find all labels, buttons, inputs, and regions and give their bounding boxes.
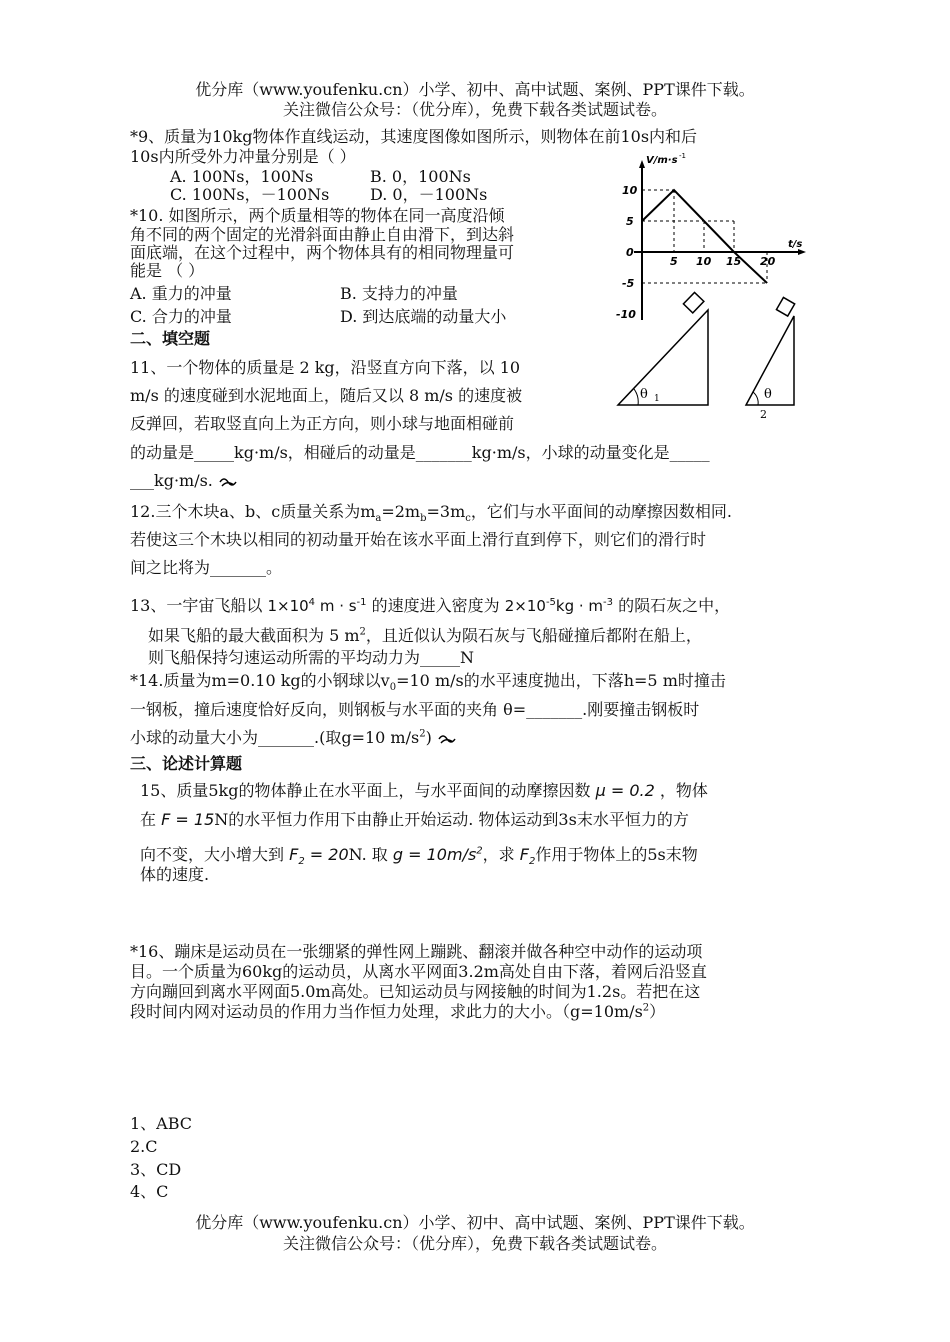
q14-text-a: *14.质量为m=0.10 kg的小钢球以v bbox=[130, 671, 390, 690]
q9-option-d: D. 0，－100Ns bbox=[370, 185, 488, 204]
q9-line-1: *9、质量为10kg物体作直线运动，其速度图像如图所示，则物体在前10s内和后 bbox=[130, 127, 698, 146]
q12-text-a: 12.三个木块a、b、c质量关系为m bbox=[130, 502, 376, 521]
q13-text-a: 13、一宇宙飞船以 bbox=[130, 596, 263, 615]
q10-option-a: A. 重力的冲量 bbox=[130, 284, 232, 303]
theta-2-label: θ bbox=[764, 387, 772, 402]
q15-f2: F bbox=[289, 845, 299, 864]
q14-exp: 2 bbox=[419, 728, 426, 740]
q14-line-2: 一钢板，撞后速度恰好反向，则钢板与水平面的夹角 θ=_______.刚要撞击钢板时 bbox=[130, 700, 700, 719]
q13-area-unit: m bbox=[344, 626, 360, 645]
q9-option-c: C. 100Ns，－100Ns bbox=[170, 185, 330, 204]
q10-option-d: D. 到达底端的动量大小 bbox=[340, 307, 507, 326]
footer-line-2: 关注微信公众号：（优分库），免费下载各类试题试卷。 bbox=[282, 1234, 667, 1253]
q9-line-2: 10s内所受外力冲量分别是（ ） bbox=[130, 147, 356, 166]
q9-option-b: B. 0，100Ns bbox=[370, 167, 471, 186]
graph-xtick: 10 bbox=[696, 255, 712, 268]
q13-text-c: 的陨石灰之中， bbox=[618, 596, 731, 615]
graph-ylabel: V/m·s bbox=[646, 155, 678, 166]
q15-text-a: 15、质量5kg的物体静止在水平面上，与水平面间的动摩擦因数 bbox=[140, 781, 591, 800]
q16-text-b: ） bbox=[649, 1002, 666, 1021]
q10-line-3: 面底端，在这个过程中，两个物体具有的相同物理量可 bbox=[130, 243, 515, 262]
q15-text-g: ，求 bbox=[482, 845, 515, 864]
q12-line-3: 间之比将为_______。 bbox=[130, 558, 283, 577]
q12-text-d: ，它们与水平面间的动摩擦因数相同. bbox=[470, 502, 732, 521]
q15-force-2b bbox=[519, 845, 536, 868]
q15-text-d: N的水平恒力作用下由静止开始运动. 物体运动到3s末水平恒力的方 bbox=[214, 810, 689, 829]
q15-gravity bbox=[393, 845, 483, 864]
q14-text-d: ) bbox=[425, 728, 432, 747]
q11-line-5-text: ___kg·m/s. bbox=[130, 471, 213, 490]
q15-g-exp: 2 bbox=[476, 845, 483, 857]
q9-option-a: A. 100Ns，100Ns bbox=[170, 167, 314, 186]
q13-f2-unit-exp: -3 bbox=[603, 597, 614, 608]
q13-f1-base: 1×10 bbox=[267, 597, 309, 615]
q12-text-c: =3m bbox=[426, 502, 466, 521]
graph-xtick: 20 bbox=[760, 255, 776, 268]
graph-ytick: -10 bbox=[616, 308, 636, 321]
q13-f1-unit-exp: -1 bbox=[356, 597, 367, 608]
graph-ytick: -5 bbox=[622, 277, 635, 290]
theta-1-sub: 1 bbox=[654, 394, 660, 404]
q15-f2b-sub: 2 bbox=[528, 856, 536, 868]
section-3-heading: 三、论述计算题 bbox=[130, 754, 243, 773]
q10-line-4: 能是 （ ） bbox=[130, 261, 205, 280]
header-line-1: 优分库（www.youfenku.cn）小学、初中、高中试题、案例、PPT课件下载。 bbox=[195, 80, 755, 99]
q15-f2-sub: 2 bbox=[298, 856, 305, 868]
q14-text-c: 小球的动量大小为_______.(取g=10 m/s bbox=[130, 728, 420, 747]
theta-1-label: θ bbox=[640, 387, 648, 402]
q14-line-1 bbox=[130, 671, 726, 694]
q14-text-b: =10 m/s的水平速度抛出，下落h=5 m时撞击 bbox=[396, 671, 726, 690]
q15-text-b: ，物体 bbox=[659, 781, 708, 800]
answer-item: 3、CD bbox=[130, 1160, 182, 1179]
q10-line-1: *10. 如图所示，两个质量相等的物体在同一高度沿倾 bbox=[130, 206, 505, 225]
answer-item: 1、ABC bbox=[130, 1114, 193, 1133]
graph-ytick: 0 bbox=[626, 246, 634, 259]
answer-item: 2.C bbox=[130, 1137, 158, 1156]
q15-force: F = 15 bbox=[161, 810, 215, 829]
incline-diagram bbox=[612, 288, 812, 424]
q12-sub-a: a bbox=[375, 513, 382, 525]
q13-text-d: 如果飞船的最大截面积为 5 bbox=[148, 626, 345, 645]
q11-line-4: 的动量是_____kg·m/s，相碰后的动量是_______kg·m/s，小球的动量变化是_____ bbox=[130, 443, 710, 462]
q13-f2-unit: kg · m bbox=[555, 597, 604, 615]
graph-xtick: 5 bbox=[670, 255, 678, 268]
scribble-icon bbox=[437, 732, 459, 746]
q15-force-2 bbox=[289, 845, 349, 868]
graph-xlabel: t/s bbox=[788, 239, 803, 250]
q13-f2-exp: -5 bbox=[545, 597, 556, 608]
q15-line-3 bbox=[140, 845, 698, 868]
scribble-icon bbox=[218, 475, 240, 489]
q13-line-1 bbox=[130, 596, 730, 616]
q10-option-c: C. 合力的冲量 bbox=[130, 307, 232, 326]
q16-text-a: 段时间内网对运动员的作用力当作恒力处理，求此力的大小。（g=10m/s bbox=[130, 1002, 643, 1021]
header-line-2: 关注微信公众号：（优分库），免费下载各类试题试卷。 bbox=[282, 100, 667, 119]
q13-formula-velocity bbox=[267, 597, 366, 615]
q10-option-b: B. 支持力的冲量 bbox=[340, 284, 458, 303]
theta-2-sub: 2 bbox=[760, 408, 767, 421]
graph-ytick: 10 bbox=[622, 184, 638, 197]
q15-text-e: 向不变，大小增大到 bbox=[140, 845, 285, 864]
graph-ylabel-exp: -1 bbox=[679, 152, 686, 160]
graph-xtick: 15 bbox=[726, 255, 742, 268]
q15-f2b: F bbox=[519, 845, 529, 864]
q12-line-1 bbox=[130, 502, 732, 525]
q16-line-2: 目。一个质量为60kg的运动员，从离水平网面3.2m高处自由下落，着网后沿竖直 bbox=[130, 962, 707, 981]
q14-line-3 bbox=[130, 728, 459, 748]
section-2-heading: 二、填空题 bbox=[130, 329, 211, 348]
q11-line-5 bbox=[130, 471, 240, 491]
q14-sub-0: 0 bbox=[389, 682, 397, 694]
q16-line-3: 方向蹦回到离水平网面5.0m高处。已知运动员与网接触的时间为1.2s。若把在这 bbox=[130, 982, 701, 1001]
q16-line-1: *16、蹦床是运动员在一张绷紧的弹性网上蹦跳、翻滚并做各种空中动作的运动项 bbox=[130, 942, 703, 961]
q15-text-c: 在 bbox=[140, 810, 157, 829]
graph-ytick: 5 bbox=[626, 215, 634, 228]
q10-line-2: 角不同的两个固定的光滑斜面由静止自由滑下，到达斜 bbox=[130, 225, 515, 244]
q13-formula-density bbox=[505, 597, 613, 615]
q15-text-f: N. 取 bbox=[348, 845, 388, 864]
q11-line-3: 反弹回，若取竖直向上为正方向，则小球与地面相碰前 bbox=[130, 414, 515, 433]
q13-f1-exp: 4 bbox=[308, 597, 316, 608]
q12-sub-c: c bbox=[465, 513, 471, 525]
q13-line-2 bbox=[148, 626, 702, 646]
q15-line-2 bbox=[140, 810, 689, 830]
footer-line-1: 优分库（www.youfenku.cn）小学、初中、高中试题、案例、PPT课件下载。 bbox=[195, 1213, 755, 1232]
q16-exp: 2 bbox=[642, 1002, 650, 1014]
answer-item: 4、C bbox=[130, 1182, 169, 1201]
q16-line-4 bbox=[130, 1002, 665, 1022]
q15-f2-val: = 20 bbox=[304, 845, 349, 864]
q13-f1-unit: m · s bbox=[315, 597, 357, 615]
q11-line-1: 11、一个物体的质量是 2 kg，沿竖直方向下落，以 10 bbox=[130, 358, 521, 377]
q13-text-b: 的速度进入密度为 bbox=[371, 596, 500, 615]
q13-line-3: 则飞船保持匀速运动所需的平均动力为_____N bbox=[148, 648, 475, 667]
q12-sub-b: b bbox=[420, 513, 427, 525]
q13-area-exp: 2 bbox=[359, 626, 366, 638]
q13-text-e: ，且近似认为陨石灰与飞船碰撞后都附在船上， bbox=[365, 626, 702, 645]
q13-f2-base: 2×10 bbox=[504, 597, 546, 615]
q15-mu: μ = 0.2 bbox=[595, 781, 655, 800]
q15-line-4: 体的速度. bbox=[140, 865, 210, 884]
q12-line-2: 若使这三个木块以相同的初动量开始在该水平面上滑行直到停下，则它们的滑行时 bbox=[130, 530, 707, 549]
q11-line-2: m/s 的速度碰到水泥地面上，随后又以 8 m/s 的速度被 bbox=[130, 386, 523, 405]
q12-text-b: =2m bbox=[381, 502, 421, 521]
q15-g: g = 10m/s bbox=[392, 845, 477, 864]
q15-text-h: 作用于物体上的5s末物 bbox=[535, 845, 698, 864]
q15-line-1 bbox=[140, 781, 708, 801]
